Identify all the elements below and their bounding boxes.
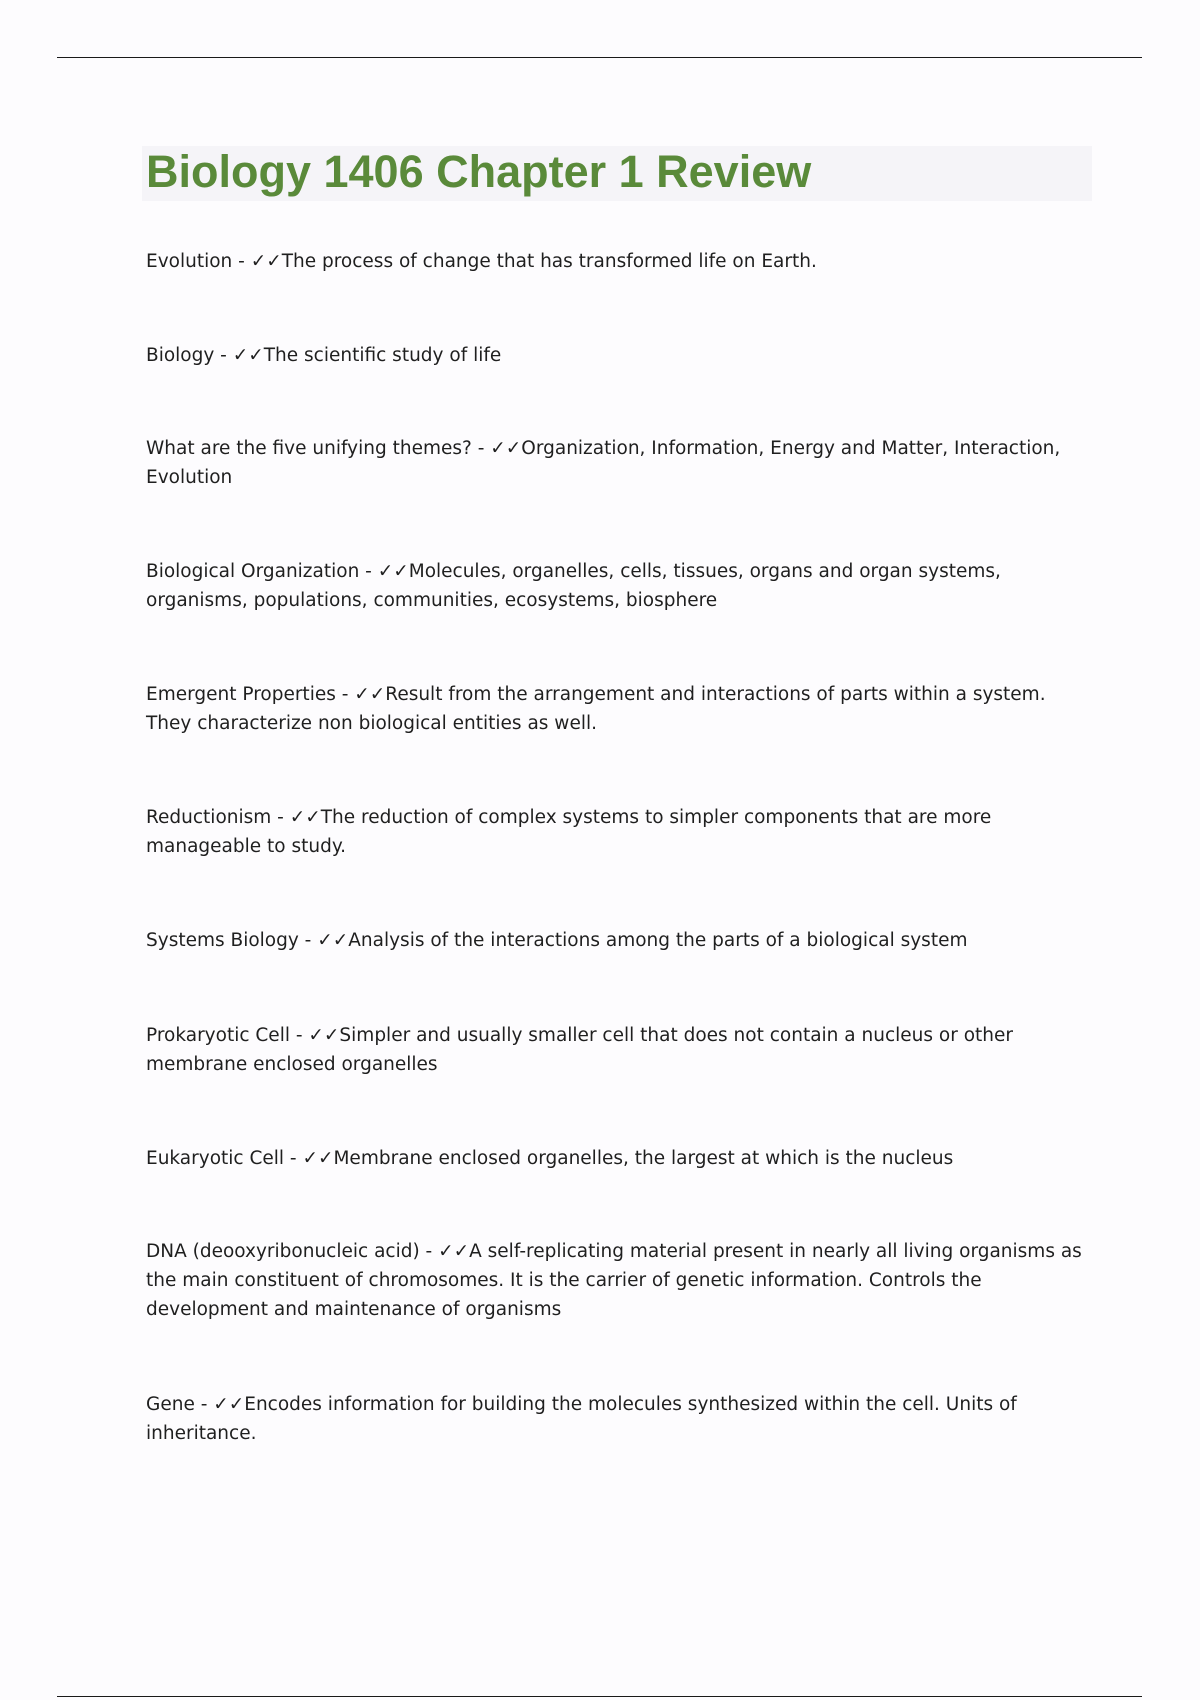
entry-unifying-themes: What are the five unifying themes? - ✓✓Organization, Information, Energy and Matter, Interaction, Evolution (146, 438, 1061, 488)
entry-evolution: Evolution - ✓✓The process of change that has transformed life on Earth. (146, 251, 817, 272)
entry-eukaryotic-cell: Eukaryotic Cell - ✓✓Membrane enclosed organelles, the largest at which is the nucleus (146, 1148, 954, 1169)
entry-gene: Gene - ✓✓Encodes information for building the molecules synthesized within the cell. Units of inheritance. (146, 1394, 1017, 1444)
entry-prokaryotic-cell: Prokaryotic Cell - ✓✓Simpler and usually smaller cell that does not contain a nucleus or other membrane enclosed organelles (146, 1025, 1013, 1075)
entry-emergent-properties: Emergent Properties - ✓✓Result from the arrangement and interactions of parts within a system. They characterize non biological entities as well. (146, 684, 1046, 734)
entry-biological-organization: Biological Organization - ✓✓Molecules, organelles, cells, tissues, organs and organ systems, organisms, populations, communities, ecosystems, biosphere (146, 561, 1001, 611)
document-title: Biology 1406 Chapter 1 Review (146, 146, 812, 197)
entry-biology: Biology - ✓✓The scientific study of life (146, 345, 502, 366)
top-rule (57, 57, 1142, 58)
bottom-rule (57, 1696, 1142, 1697)
entry-dna: DNA (deooxyribonucleic acid) - ✓✓A self-replicating material present in nearly all living organisms as the main constituent of chromosomes. It is the carrier of genetic information. Controls the development and maintenance of organisms (146, 1241, 1082, 1320)
entry-reductionism: Reductionism - ✓✓The reduction of complex systems to simpler components that are more manageable to study. (146, 807, 992, 857)
entry-systems-biology: Systems Biology - ✓✓Analysis of the interactions among the parts of a biological system (146, 930, 968, 951)
